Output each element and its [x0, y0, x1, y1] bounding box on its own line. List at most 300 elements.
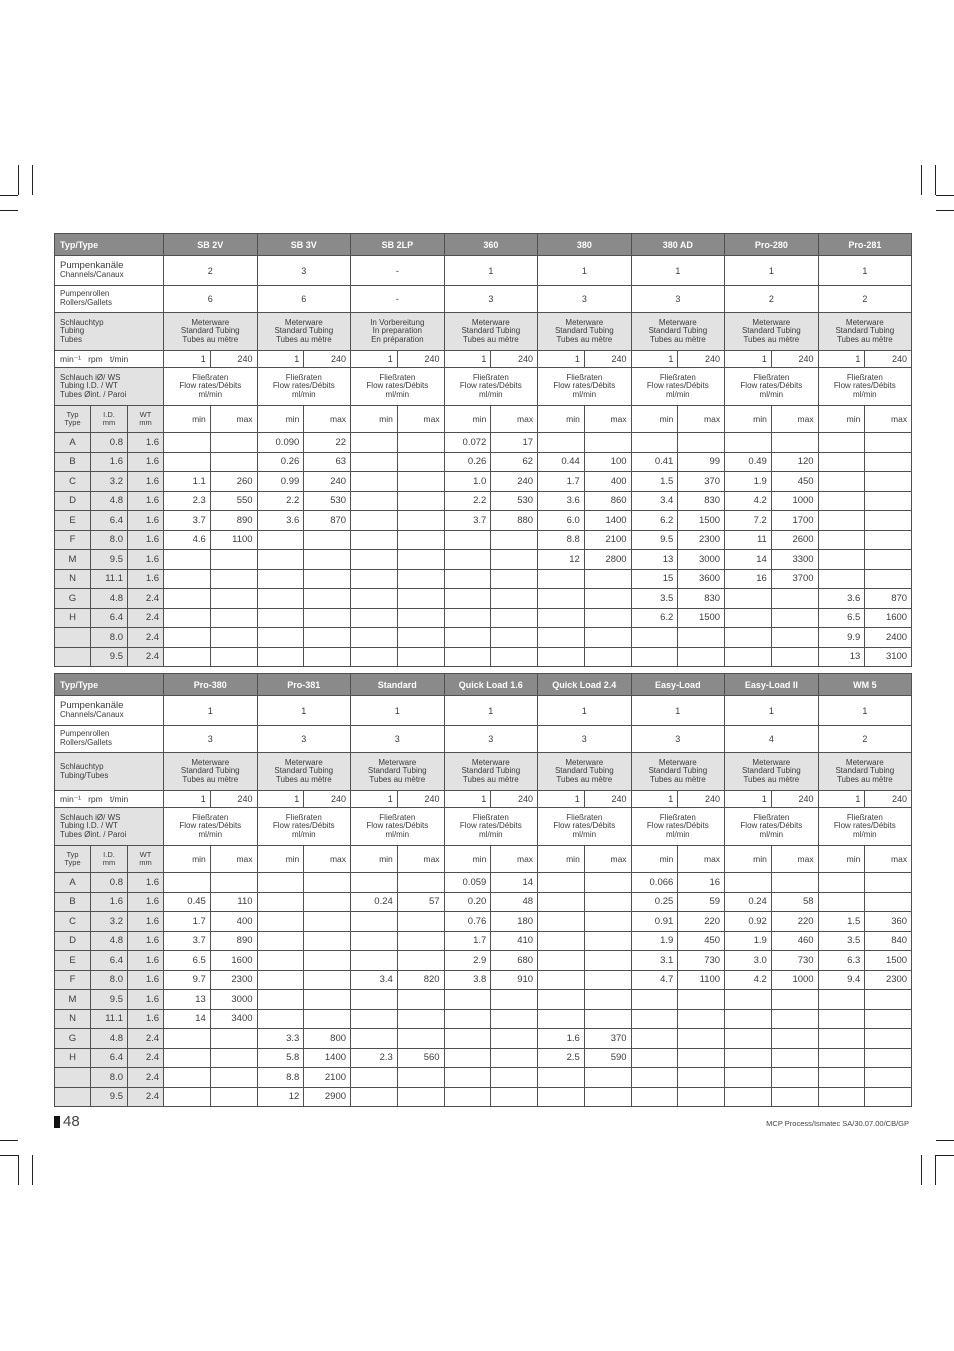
- tube-dimensions-label-line: Tubing I.D. / WT: [60, 821, 118, 831]
- tubing-type-line: Standard Tubing: [461, 326, 521, 336]
- flow-max: [865, 433, 912, 453]
- tubing-type-line: Meterware: [752, 317, 791, 327]
- tube-wall-thickness: 1.6: [128, 931, 164, 951]
- tube-wall-thickness: 1.6: [128, 912, 164, 932]
- flow-max: [397, 931, 444, 951]
- channels-label: [55, 696, 164, 726]
- tubing-type-value: [164, 313, 258, 351]
- flow-max: 410: [491, 931, 538, 951]
- flow-rates-heading-line: Fließraten: [659, 812, 696, 822]
- flow-rates-heading-line: Fließraten: [566, 812, 603, 822]
- flow-max: [210, 550, 257, 570]
- flow-max: [491, 569, 538, 589]
- flow-max: [771, 1087, 818, 1107]
- flow-rates-heading-line: ml/min: [572, 829, 597, 839]
- flow-max: [304, 569, 351, 589]
- tube-inner-diameter: 6.4: [91, 1048, 128, 1068]
- tubing-type-value: [725, 753, 819, 791]
- flow-max: [210, 569, 257, 589]
- tube-type: F: [55, 530, 91, 550]
- flow-rates-heading-line: Fließraten: [753, 812, 790, 822]
- column-heading-max: max: [304, 406, 351, 433]
- flow-max: [491, 589, 538, 609]
- flow-rates-heading-line: Fließraten: [379, 812, 416, 822]
- table-row: [55, 912, 912, 932]
- flow-max: [584, 628, 631, 648]
- flow-max: 2300: [210, 970, 257, 990]
- flow-min: [725, 990, 772, 1010]
- flow-max: 400: [584, 472, 631, 492]
- tube-wall-thickness: 1.6: [128, 511, 164, 531]
- speed-min: 1: [351, 791, 398, 808]
- tubing-type-label: [55, 313, 164, 351]
- flow-min: 9.9: [818, 628, 865, 648]
- product-heading-quick-load-1-6: Quick Load 1.6: [444, 674, 538, 696]
- table-type-heading: Typ/Type: [55, 234, 164, 256]
- flow-max: [865, 530, 912, 550]
- document-credit: MCP Process/Ismatec SA/30.07.00/CB/GP: [766, 1119, 909, 1128]
- tubing-type-line: Standard Tubing: [554, 326, 614, 336]
- tubing-type-line: Meterware: [752, 757, 791, 767]
- rollers-value: 2: [818, 286, 912, 313]
- flow-max: 57: [397, 892, 444, 912]
- column-heading-min: min: [631, 406, 678, 433]
- flow-max: 58: [771, 892, 818, 912]
- flow-min: 0.25: [631, 892, 678, 912]
- flow-min: [538, 1009, 585, 1029]
- table-row: [55, 970, 912, 990]
- flow-max: [584, 1068, 631, 1088]
- tubing-type-line: Tubes au mètre: [182, 334, 239, 344]
- flow-min: [444, 569, 491, 589]
- tubing-type-value: [631, 313, 725, 351]
- flow-min: [725, 433, 772, 453]
- flow-min: [818, 511, 865, 531]
- tubing-type-line: Meterware: [565, 317, 604, 327]
- column-heading-line: I.D.: [103, 409, 115, 419]
- rollers-value: 3: [538, 286, 632, 313]
- flow-min: [725, 1029, 772, 1049]
- flow-max: [771, 873, 818, 893]
- flow-min: 3.6: [538, 491, 585, 511]
- column-heading-line: Typ: [66, 409, 79, 419]
- flow-min: [538, 433, 585, 453]
- flow-min: [725, 647, 772, 667]
- flow-max: 1000: [771, 491, 818, 511]
- flow-max: [491, 550, 538, 570]
- flow-rates-heading-line: ml/min: [759, 389, 784, 399]
- flow-max: 22: [304, 433, 351, 453]
- product-heading-360: 360: [444, 234, 538, 256]
- flow-max: 2600: [771, 530, 818, 550]
- product-heading-sb-3v: SB 3V: [257, 234, 351, 256]
- flow-max: [304, 931, 351, 951]
- tube-type: A: [55, 433, 91, 453]
- flow-max: [771, 990, 818, 1010]
- flow-max: [678, 1009, 725, 1029]
- table-row: [55, 628, 912, 648]
- flow-min: [725, 608, 772, 628]
- table-row: [55, 491, 912, 511]
- table-row: [55, 472, 912, 492]
- flow-max: 59: [678, 892, 725, 912]
- flow-max: [210, 589, 257, 609]
- rollers-label-de: Pumpenrollen: [60, 289, 110, 299]
- flow-rates-heading: [257, 368, 351, 406]
- flow-max: [865, 1068, 912, 1088]
- tubing-type-line: Meterware: [191, 317, 230, 327]
- flow-min: [351, 1009, 398, 1029]
- speed-max: 240: [584, 351, 631, 368]
- flow-rates-heading-line: ml/min: [385, 389, 410, 399]
- flow-min: [818, 472, 865, 492]
- flow-max: 1500: [678, 511, 725, 531]
- flow-max: 360: [865, 912, 912, 932]
- tubing-type-line: Meterware: [658, 317, 697, 327]
- flow-max: [304, 550, 351, 570]
- flow-max: 1600: [865, 608, 912, 628]
- column-heading-min: min: [257, 846, 304, 873]
- flow-min: 3.7: [164, 511, 211, 531]
- flow-min: [351, 912, 398, 932]
- flow-min: [538, 912, 585, 932]
- tube-inner-diameter: 11.1: [91, 569, 128, 589]
- channels-value: 1: [538, 256, 632, 286]
- flow-max: [397, 1087, 444, 1107]
- tube-inner-diameter: 1.6: [91, 452, 128, 472]
- flow-max: 1400: [304, 1048, 351, 1068]
- flow-min: [257, 608, 304, 628]
- flow-max: [771, 1068, 818, 1088]
- table-row: [55, 1048, 912, 1068]
- flow-max: [491, 530, 538, 550]
- flow-max: 530: [304, 491, 351, 511]
- flow-max: [491, 1087, 538, 1107]
- flow-max: [584, 892, 631, 912]
- tubing-type-line: Tubes au mètre: [275, 334, 332, 344]
- flow-max: [678, 433, 725, 453]
- flow-min: [725, 1048, 772, 1068]
- flow-min: [631, 433, 678, 453]
- column-heading-min: min: [257, 406, 304, 433]
- channels-value: 1: [444, 696, 538, 726]
- flow-min: [818, 1048, 865, 1068]
- flow-min: 15: [631, 569, 678, 589]
- flow-min: 2.3: [164, 491, 211, 511]
- tube-dimensions-label-line: Schlauch iØ/ WS: [60, 372, 121, 382]
- table-row: [55, 1068, 912, 1088]
- channels-label-de: Pumpenkanäle: [60, 260, 124, 272]
- flow-min: [818, 1087, 865, 1107]
- flow-min: [351, 951, 398, 971]
- flow-min: [631, 1087, 678, 1107]
- flow-min: [257, 569, 304, 589]
- tubing-type-value: [257, 753, 351, 791]
- flow-min: [818, 873, 865, 893]
- flow-max: [397, 433, 444, 453]
- speed-min: 1: [257, 351, 304, 368]
- tubing-type-line: Tubes au mètre: [369, 774, 426, 784]
- speed-max: 240: [210, 351, 257, 368]
- flow-max: [304, 647, 351, 667]
- flow-max: 63: [304, 452, 351, 472]
- tubing-type-label: [55, 753, 164, 791]
- flow-min: [631, 990, 678, 1010]
- flow-min: [538, 892, 585, 912]
- flow-max: [210, 628, 257, 648]
- channels-value: 1: [818, 256, 912, 286]
- speed-min: 1: [818, 791, 865, 808]
- tube-inner-diameter: 0.8: [91, 873, 128, 893]
- table-header-row: [55, 674, 912, 696]
- tubing-type-line: Standard Tubing: [554, 766, 614, 776]
- flow-max: 2100: [304, 1068, 351, 1088]
- flow-rates-heading-line: Fließraten: [846, 372, 883, 382]
- flow-min: 3.5: [631, 589, 678, 609]
- column-heading-wt: [128, 846, 164, 873]
- tubing-type-value: [818, 753, 912, 791]
- flow-min: [351, 511, 398, 531]
- flow-min: [631, 1068, 678, 1088]
- flow-rates-heading-line: Fließraten: [472, 372, 509, 382]
- column-heading-line: mm: [102, 418, 116, 427]
- rollers-value: 3: [444, 286, 538, 313]
- flow-max: 120: [771, 452, 818, 472]
- flow-min: [257, 912, 304, 932]
- tube-wall-thickness: 1.6: [128, 550, 164, 570]
- flow-max: [771, 589, 818, 609]
- flow-max: [397, 873, 444, 893]
- flow-rates-heading-line: ml/min: [198, 829, 223, 839]
- flow-min: [444, 589, 491, 609]
- flow-min: 0.24: [351, 892, 398, 912]
- tube-type: E: [55, 951, 91, 971]
- flow-max: [865, 1087, 912, 1107]
- column-heading-line: WT: [139, 409, 152, 419]
- flow-max: [210, 1068, 257, 1088]
- flow-rates-heading-line: ml/min: [385, 829, 410, 839]
- tube-inner-diameter: 8.0: [91, 530, 128, 550]
- flow-max: [491, 647, 538, 667]
- speed-max: 240: [771, 351, 818, 368]
- table-row: [55, 1087, 912, 1107]
- flow-max: [210, 608, 257, 628]
- flow-min: 3.0: [725, 951, 772, 971]
- tubing-type-line: Meterware: [471, 317, 510, 327]
- flow-min: [164, 1068, 211, 1088]
- flow-rates-heading-line: Flow rates/Débits: [272, 381, 335, 391]
- tube-wall-thickness: 1.6: [128, 970, 164, 990]
- column-heading-min: min: [818, 846, 865, 873]
- product-heading-easy-load: Easy-Load: [631, 674, 725, 696]
- tubing-type-line: Tubes au mètre: [743, 334, 800, 344]
- flow-max: [491, 1068, 538, 1088]
- pump-table: [54, 673, 912, 1107]
- flow-max: 2800: [584, 550, 631, 570]
- tubing-type-line: Meterware: [191, 757, 230, 767]
- tube-type: B: [55, 892, 91, 912]
- table-row: [55, 1009, 912, 1029]
- flow-max: [584, 970, 631, 990]
- tubing-type-value: [444, 313, 538, 351]
- flow-rates-row: [55, 808, 912, 846]
- tube-wall-thickness: 1.6: [128, 569, 164, 589]
- tubing-type-line: Meterware: [378, 757, 417, 767]
- flow-max: 99: [678, 452, 725, 472]
- tube-inner-diameter: 0.8: [91, 433, 128, 453]
- flow-min: [538, 970, 585, 990]
- flow-min: [164, 1087, 211, 1107]
- rollers-value: 4: [725, 726, 819, 753]
- flow-max: 2100: [584, 530, 631, 550]
- tubing-type-line: Standard Tubing: [835, 326, 895, 336]
- flow-min: [818, 1009, 865, 1029]
- tube-inner-diameter: 6.4: [91, 511, 128, 531]
- tube-wall-thickness: 1.6: [128, 873, 164, 893]
- flow-min: [351, 569, 398, 589]
- flow-min: 2.5: [538, 1048, 585, 1068]
- flow-max: 240: [491, 472, 538, 492]
- flow-rates-heading-line: Fließraten: [192, 372, 229, 382]
- flow-min: [538, 628, 585, 648]
- flow-max: 870: [304, 511, 351, 531]
- flow-max: [865, 452, 912, 472]
- column-heading-line: Type: [64, 418, 81, 427]
- flow-max: 2300: [678, 530, 725, 550]
- tubing-type-line: En préparation: [371, 334, 424, 344]
- tube-wall-thickness: 2.4: [128, 1068, 164, 1088]
- flow-min: 9.7: [164, 970, 211, 990]
- tubing-type-line: Standard Tubing: [274, 326, 334, 336]
- tube-inner-diameter: 9.5: [91, 647, 128, 667]
- flow-max: [397, 511, 444, 531]
- flow-min: [444, 647, 491, 667]
- rollers-row: [55, 726, 912, 753]
- flow-min: [351, 433, 398, 453]
- channels-label-en-fr: Channels/Canaux: [60, 270, 124, 280]
- flow-rates-heading: [725, 368, 819, 406]
- flow-rates-heading-line: Flow rates/Débits: [833, 381, 896, 391]
- speed-max: 240: [678, 791, 725, 808]
- column-heading-min: min: [725, 406, 772, 433]
- flow-max: [865, 892, 912, 912]
- flow-max: 800: [304, 1029, 351, 1049]
- flow-min: [444, 608, 491, 628]
- flow-min: 3.4: [351, 970, 398, 990]
- flow-min: [538, 1087, 585, 1107]
- tube-inner-diameter: 9.5: [91, 990, 128, 1010]
- flow-min: [444, 550, 491, 570]
- column-heading-max: max: [865, 846, 912, 873]
- flow-min: [164, 569, 211, 589]
- flow-max: [865, 569, 912, 589]
- column-heading-line: Typ: [66, 849, 79, 859]
- flow-rates-heading: [351, 368, 445, 406]
- tube-type: D: [55, 491, 91, 511]
- flow-max: 1600: [210, 951, 257, 971]
- flow-min: [164, 608, 211, 628]
- speed-min: 1: [351, 351, 398, 368]
- flow-min: 0.26: [257, 452, 304, 472]
- tube-wall-thickness: 1.6: [128, 433, 164, 453]
- flow-min: 0.76: [444, 912, 491, 932]
- rollers-label: [55, 286, 164, 313]
- channels-value: 2: [164, 256, 258, 286]
- flow-min: [351, 990, 398, 1010]
- column-heading-max: max: [678, 406, 725, 433]
- flow-min: 16: [725, 569, 772, 589]
- page-number: 48: [63, 1113, 80, 1130]
- channels-row: [55, 696, 912, 726]
- tubing-type-line: Standard Tubing: [180, 766, 240, 776]
- flow-rates-heading-line: Flow rates/Débits: [272, 821, 335, 831]
- flow-min: [351, 491, 398, 511]
- flow-rates-heading: [164, 368, 258, 406]
- tubing-type-value: [725, 313, 819, 351]
- tubing-type-line: Tubes au mètre: [836, 334, 893, 344]
- tube-dimensions-label-line: Tubes Øint. / Paroi: [60, 829, 127, 839]
- flow-max: [678, 1068, 725, 1088]
- flow-max: [210, 1087, 257, 1107]
- flow-min: 8.8: [257, 1068, 304, 1088]
- rollers-value: -: [351, 286, 445, 313]
- flow-max: [210, 433, 257, 453]
- flow-max: [397, 550, 444, 570]
- tubing-type-line: Tubes au mètre: [275, 774, 332, 784]
- speed-min: 1: [538, 791, 585, 808]
- flow-max: 910: [491, 970, 538, 990]
- column-heading-min: min: [444, 846, 491, 873]
- flow-min: [818, 550, 865, 570]
- flow-max: 400: [210, 912, 257, 932]
- tubing-type-line: Standard Tubing: [274, 766, 334, 776]
- flow-min: 0.20: [444, 892, 491, 912]
- flow-max: 14: [491, 873, 538, 893]
- speed-max: 240: [865, 791, 912, 808]
- flow-min: [164, 550, 211, 570]
- tube-dimensions-label-line: Schlauch iØ/ WS: [60, 812, 121, 822]
- column-heading-line: mm: [139, 418, 152, 427]
- flow-min: [725, 1068, 772, 1088]
- flow-min: [257, 873, 304, 893]
- channels-value: 1: [725, 256, 819, 286]
- speed-min: 1: [818, 351, 865, 368]
- flow-max: [865, 1029, 912, 1049]
- tube-type: A: [55, 873, 91, 893]
- flow-min: [164, 1048, 211, 1068]
- flow-min: 9.5: [631, 530, 678, 550]
- flow-max: 2300: [865, 970, 912, 990]
- flow-min: [818, 530, 865, 550]
- flow-max: [771, 628, 818, 648]
- tube-type: H: [55, 608, 91, 628]
- flow-min: [444, 990, 491, 1010]
- flow-max: [491, 1009, 538, 1029]
- flow-min: [257, 951, 304, 971]
- flow-min: [818, 433, 865, 453]
- table-row: [55, 1029, 912, 1049]
- column-heading-min: min: [538, 846, 585, 873]
- tube-inner-diameter: 4.8: [91, 1029, 128, 1049]
- flow-max: [865, 990, 912, 1010]
- tube-inner-diameter: 3.2: [91, 472, 128, 492]
- speed-max: 240: [210, 791, 257, 808]
- flow-rates-heading-line: Flow rates/Débits: [366, 821, 429, 831]
- flow-min: [818, 491, 865, 511]
- flow-max: [678, 990, 725, 1010]
- flow-min: 4.2: [725, 970, 772, 990]
- rollers-value: 2: [725, 286, 819, 313]
